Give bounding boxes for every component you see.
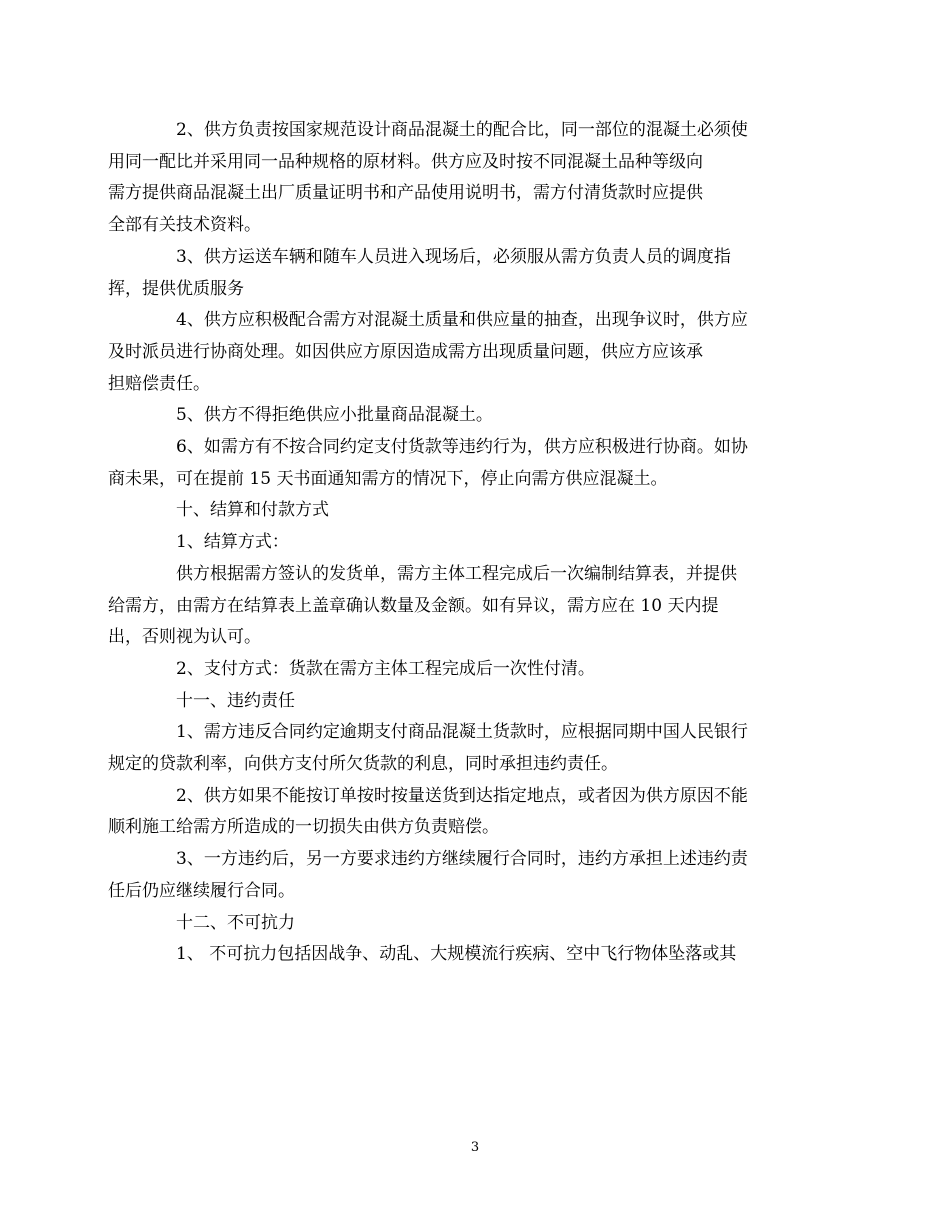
paragraph-line: 3、供方运送车辆和随车人员进入现场后，必须服从需方负责人员的调度指 bbox=[176, 246, 731, 267]
paragraph bbox=[142, 495, 817, 527]
paragraph-line: 3、一方违约后，另一方要求违约方继续履行合同时，违约方承担上述违约责 bbox=[176, 849, 748, 870]
paragraph-line: 2、供方如果不能按订单按时按量送货到达指定地点，或者因为供方原因不能 bbox=[176, 785, 748, 806]
paragraph-line: 需方提供商品混凝土出厂质量证明书和产品使用说明书，需方付清货款时应提供 bbox=[108, 183, 703, 204]
paragraph bbox=[108, 242, 817, 305]
paragraph-line: 任后仍应继续履行合同。 bbox=[108, 880, 295, 901]
paragraph-line: 1、 不可抗力包括因战争、动乱、大规模流行疾病、空中飞行物体坠落或其 bbox=[176, 944, 737, 965]
paragraph bbox=[108, 432, 817, 495]
paragraph bbox=[142, 654, 817, 686]
paragraph bbox=[108, 781, 817, 844]
page-number: 3 bbox=[470, 1140, 480, 1155]
paragraph bbox=[108, 115, 817, 242]
paragraph bbox=[142, 908, 817, 940]
paragraph-line: 商未果，可在提前 15 天书面通知需方的情况下，停止向需方供应混凝土。 bbox=[108, 468, 668, 489]
paragraph-line: 1、需方违反合同约定逾期支付商品混凝土货款时，应根据同期中国人民银行 bbox=[176, 722, 748, 743]
paragraph-line: 挥，提供优质服务 bbox=[108, 278, 244, 299]
paragraph-line: 供方根据需方签认的发货单，需方主体工程完成后一次编制结算表，并提供 bbox=[176, 563, 737, 584]
paragraph-line: 及时派员进行协商处理。如因供应方原因造成需方出现质量问题，供应方应该承 bbox=[108, 341, 703, 362]
paragraph-line: 顺利施工给需方所造成的一切损失由供方负责赔偿。 bbox=[108, 817, 499, 838]
paragraph bbox=[108, 305, 817, 400]
paragraph-line: 5、供方不得拒绝供应小批量商品混凝土。 bbox=[176, 405, 493, 426]
paragraph-line: 给需方，由需方在结算表上盖章确认数量及金额。如有异议，需方应在 10 天内提 bbox=[108, 595, 719, 616]
paragraph-line: 1、结算方式： bbox=[176, 532, 289, 553]
paragraph bbox=[142, 686, 817, 718]
paragraph bbox=[142, 400, 817, 432]
paragraph-line: 担赔偿责任。 bbox=[108, 373, 210, 394]
paragraph bbox=[142, 527, 817, 559]
paragraph-line: 2、供方负责按国家规范设计商品混凝土的配合比，同一部位的混凝土必须使 bbox=[176, 120, 748, 140]
paragraph-line: 十二、不可抗力 bbox=[176, 912, 295, 933]
paragraph-line: 十、结算和付款方式 bbox=[176, 500, 329, 521]
paragraph-line: 出，否则视为认可。 bbox=[108, 627, 261, 648]
paragraph-line: 6、如需方有不按合同约定支付货款等违约行为，供方应积极进行协商。如协 bbox=[176, 437, 748, 458]
paragraph-line: 规定的贷款利率，向供方支付所欠货款的利息，同时承担违约责任。 bbox=[108, 754, 618, 775]
document-body bbox=[108, 115, 817, 971]
paragraph-line: 十一、违约责任 bbox=[176, 690, 295, 711]
paragraph-line: 2、支付方式：货款在需方主体工程完成后一次性付清。 bbox=[176, 658, 595, 679]
paragraph-line: 4、供方应积极配合需方对混凝土质量和供应量的抽查，出现争议时，供方应 bbox=[176, 310, 748, 331]
paragraph bbox=[108, 717, 817, 780]
paragraph bbox=[108, 559, 817, 654]
paragraph-line: 全部有关技术资料。 bbox=[108, 215, 261, 236]
paragraph-line: 用同一配比并采用同一品种规格的原材料。供方应及时按不同混凝土品种等级向 bbox=[108, 151, 703, 172]
paragraph bbox=[142, 939, 817, 971]
paragraph bbox=[108, 844, 817, 907]
